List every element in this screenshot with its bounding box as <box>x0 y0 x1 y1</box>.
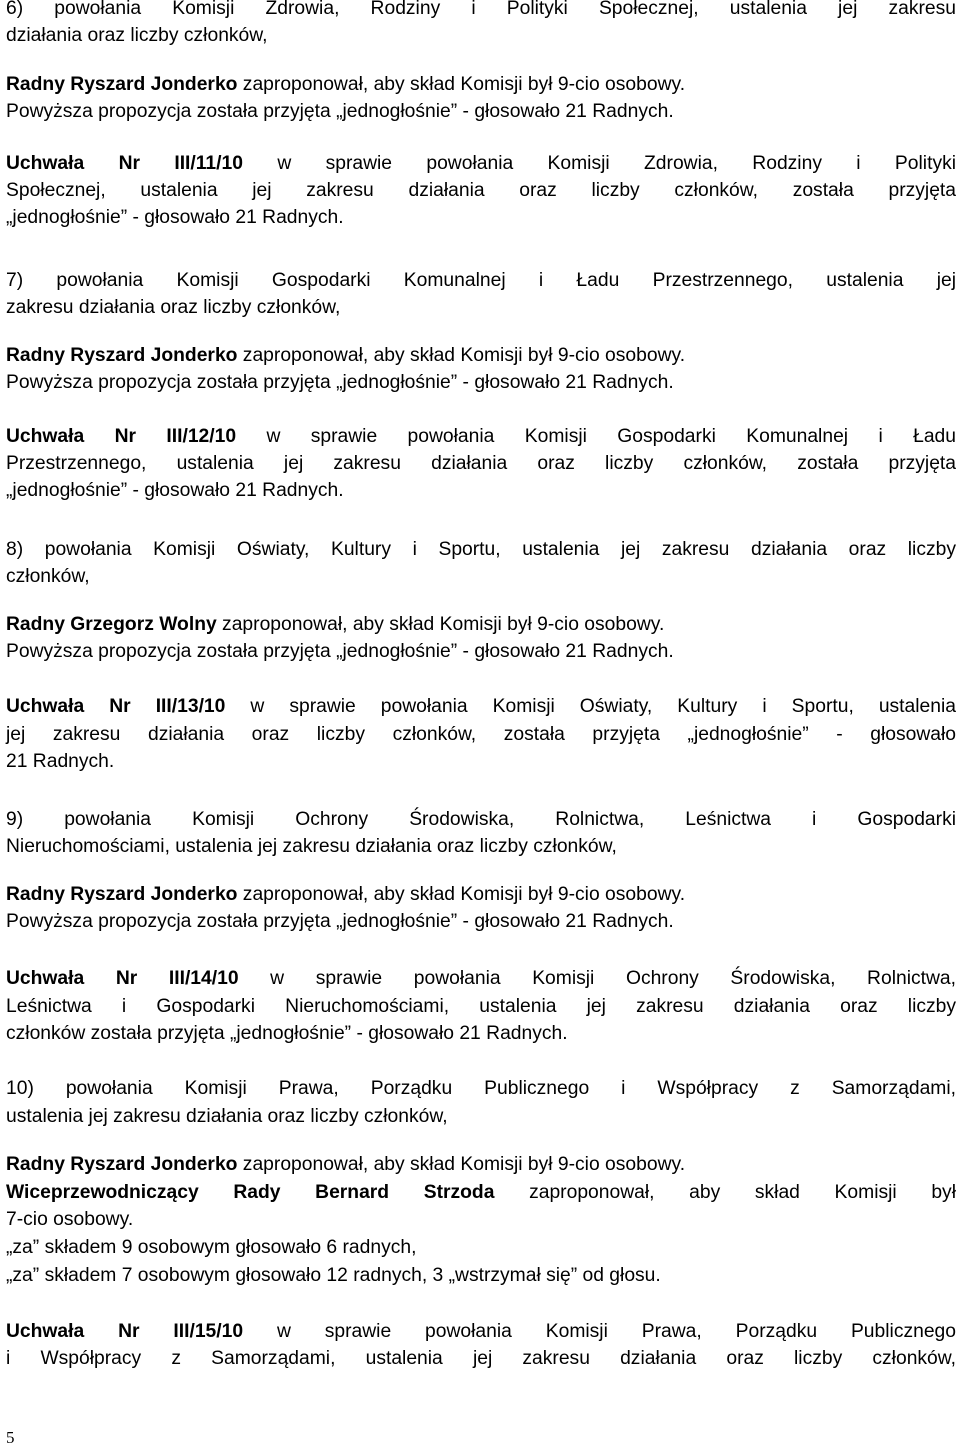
section-10-proposal-2-line-2: 7-cio osobowy. <box>6 1209 134 1230</box>
section-9-heading-line-1: 9) powołania Komisji Ochrony Środowiska, Rolnictwa, Leśnictwa i Gospodarki <box>6 809 956 830</box>
section-6-heading-line-1: 6) powołania Komisji Zdrowia, Rodziny i Polityki Społecznej, ustalenia jej zakresu <box>6 0 956 19</box>
section-10-vote-1: „za” składem 9 osobowym głosowało 6 radnych, <box>6 1237 417 1258</box>
proposer-name: Radny Ryszard Jonderko <box>6 345 238 366</box>
page-number: 5 <box>6 1428 15 1447</box>
section-9-resolution-line-1: Uchwała Nr III/14/10 w sprawie powołania Komisji Ochrony Środowiska, Rolnictwa, <box>6 968 956 989</box>
section-8-resolution-line-3: 21 Radnych. <box>6 751 115 772</box>
proposer-name: Radny Ryszard Jonderko <box>6 884 238 905</box>
proposer-name: Radny Ryszard Jonderko <box>6 1154 238 1175</box>
section-7-vote: Powyższa propozycja została przyjęta „jednogłośnie” - głosowało 21 Radnych. <box>6 372 674 393</box>
section-9-resolution-line-2: Leśnictwa i Gospodarki Nieruchomościami, ustalenia jej zakresu działania oraz liczby <box>6 996 956 1017</box>
section-7-resolution-line-1: Uchwała Nr III/12/10 w sprawie powołania Komisji Gospodarki Komunalnej i Ładu <box>6 426 956 447</box>
section-9-vote: Powyższa propozycja została przyjęta „jednogłośnie” - głosowało 21 Radnych. <box>6 911 674 932</box>
proposal-text: zaproponował, aby skład Komisji był 9-cio osobowy. <box>237 74 686 95</box>
section-10-proposal <box>6 1151 956 1179</box>
resolution-number: Uchwała Nr III/13/10 <box>6 696 226 717</box>
resolution-number: Uchwała Nr III/12/10 <box>6 426 237 447</box>
section-9-resolution-line-3: członków została przyjęta „jednogłośnie” - głosowało 21 Radnych. <box>6 1023 568 1044</box>
section-8-resolution-line-1: Uchwała Nr III/13/10 w sprawie powołania Komisji Oświaty, Kultury i Sportu, ustalenia <box>6 696 956 717</box>
resolution-number: Uchwała Nr III/14/10 <box>6 968 239 989</box>
section-10-resolution-line-1: Uchwała Nr III/15/10 w sprawie powołania Komisji Prawa, Porządku Publicznego <box>6 1321 956 1342</box>
section-7-heading-line-2: zakresu działania oraz liczby członków, <box>6 297 341 318</box>
section-10-heading-line-1: 10) powołania Komisji Prawa, Porządku Publicznego i Współpracy z Samorządami, <box>6 1078 956 1099</box>
resolution-number: Uchwała Nr III/11/10 <box>6 153 243 174</box>
resolution-number: Uchwała Nr III/15/10 <box>6 1321 244 1342</box>
section-9-proposal <box>6 881 956 909</box>
section-10-proposal-2-line-1: Wiceprzewodniczący Rady Bernard Strzoda zaproponował, aby skład Komisji był <box>6 1182 956 1203</box>
section-7-proposal <box>6 342 956 370</box>
section-6-resolution-line-1: Uchwała Nr III/11/10 w sprawie powołania Komisji Zdrowia, Rodziny i Polityki <box>6 153 957 174</box>
section-8-heading-line-2: członków, <box>6 566 90 587</box>
section-8-resolution-line-2: jej zakresu działania oraz liczby członków, została przyjęta „jednogłośnie” - głosowało <box>6 724 956 745</box>
proposer-name: Radny Grzegorz Wolny <box>6 614 217 635</box>
section-6-vote: Powyższa propozycja została przyjęta „jednogłośnie” - głosowało 21 Radnych. <box>6 101 674 122</box>
section-6-resolution-line-3: „jednogłośnie” - głosowało 21 Radnych. <box>6 207 344 228</box>
section-8-proposal <box>6 611 956 639</box>
section-7-resolution-line-2: Przestrzennego, ustalenia jej zakresu działania oraz liczby członków, została przyjęta <box>6 453 956 474</box>
proposer-name: Wiceprzewodniczący Rady Bernard Strzoda <box>6 1182 495 1203</box>
section-6-proposal <box>6 71 956 99</box>
proposal-text: zaproponował, aby skład Komisji był 9-cio osobowy. <box>216 614 665 635</box>
proposal-text: zaproponował, aby skład Komisji był 9-cio osobowy. <box>237 1154 686 1175</box>
section-8-vote: Powyższa propozycja została przyjęta „jednogłośnie” - głosowało 21 Radnych. <box>6 641 674 662</box>
section-6-resolution-line-2: Społecznej, ustalenia jej zakresu działania oraz liczby członków, została przyjęta <box>6 180 956 201</box>
proposal-text: zaproponował, aby skład Komisji był 9-cio osobowy. <box>237 345 686 366</box>
section-10-heading-line-2: ustalenia jej zakresu działania oraz liczby członków, <box>6 1106 448 1127</box>
section-10-resolution-line-2: i Współpracy z Samorządami, ustalenia jej zakresu działania oraz liczby członków, <box>6 1348 956 1369</box>
section-10-vote-2: „za” składem 7 osobowym głosowało 12 radnych, 3 „wstrzymał się” od głosu. <box>6 1265 661 1286</box>
section-6-heading-line-2: działania oraz liczby członków, <box>6 25 268 46</box>
proposer-name: Radny Ryszard Jonderko <box>6 74 238 95</box>
section-8-heading-line-1: 8) powołania Komisji Oświaty, Kultury i Sportu, ustalenia jej zakresu działania oraz liczby <box>6 539 956 560</box>
section-9-heading-line-2: Nieruchomościami, ustalenia jej zakresu działania oraz liczby członków, <box>6 836 617 857</box>
section-7-resolution-line-3: „jednogłośnie” - głosowało 21 Radnych. <box>6 480 344 501</box>
section-7-heading-line-1: 7) powołania Komisji Gospodarki Komunalnej i Ładu Przestrzennego, ustalenia jej <box>6 270 956 291</box>
proposal-text: zaproponował, aby skład Komisji był 9-cio osobowy. <box>237 884 686 905</box>
